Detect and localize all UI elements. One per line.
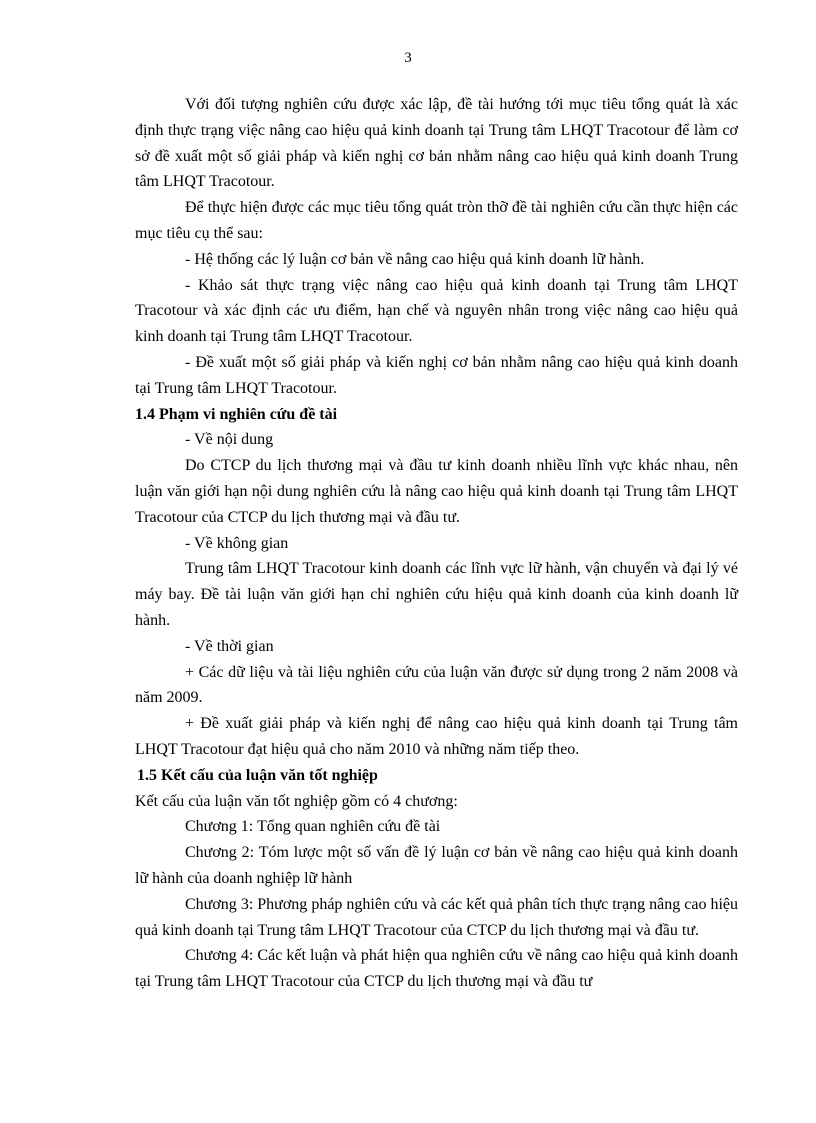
subheading-space: - Về không gian bbox=[185, 534, 289, 552]
chapter-item: Chương 2: Tóm lược một số vấn đề lý luận cơ bản về nâng cao hiệu quả kinh doanh lữ hành của doanh nghiệp lữ hành bbox=[135, 844, 738, 887]
chapter-item: Chương 4: Các kết luận và phát hiện qua nghiên cứu về nâng cao hiệu quả kinh doanh tại Trung tâm LHQT Tracotour của CTCP du lịch thương mại và đầu tư bbox=[135, 947, 738, 991]
paragraph: Trung tâm LHQT Tracotour kinh doanh các lĩnh vực lữ hành, vận chuyển và đại lý vé máy bay. Đề tài luận văn giới hạn chỉ nghiên cứu hiệu quả kinh doanh của kinh doanh lữ hành. bbox=[135, 560, 738, 629]
paragraph: Với đối tượng nghiên cứu được xác lập, đề tài hướng tới mục tiêu tổng quát là xác định thực trạng việc nâng cao hiệu quả kinh doanh tại Trung tâm LHQT Tracotour để làm cơ sở đề xuất một số giải pháp và kiến nghị cơ bản nhằm nâng cao hiệu quả kinh doanh Trung tâm LHQT Tracotour. bbox=[135, 96, 738, 191]
paragraph: Do CTCP du lịch thương mại và đầu tư kinh doanh nhiều lĩnh vực khác nhau, nên luận văn giới hạn nội dung nghiên cứu là nâng cao hiệu quả kinh doanh tại Trung tâm LHQT Tracotour của CTCP du lịch thương mại và đầu tư. bbox=[135, 457, 738, 526]
document-body bbox=[135, 92, 738, 995]
subheading-time: - Về thời gian bbox=[185, 637, 274, 655]
bullet-item: - Đề xuất một số giải pháp và kiến nghị cơ bản nhằm nâng cao hiệu quả kinh doanh tại Trung tâm LHQT Tracotour. bbox=[135, 353, 738, 397]
bullet-item: - Khảo sát thực trạng việc nâng cao hiệu quả kinh doanh tại Trung tâm LHQT Tracotour và xác định các ưu điểm, hạn chế và nguyên nhân trong việc nâng cao hiệu quả kinh doanh tại Trung tâm LHQT Tracotour. bbox=[135, 276, 738, 346]
section-heading-1-5: 1.5 Kết cấu của luận văn tốt nghiệp bbox=[137, 766, 378, 784]
structure-intro: Kết cấu của luận văn tốt nghiệp gồm có 4 chương: bbox=[135, 792, 458, 810]
page-number: 3 bbox=[404, 50, 412, 66]
subheading-content: - Về nội dung bbox=[185, 431, 274, 449]
plus-item: + Các dữ liệu và tài liệu nghiên cứu của luận văn được sử dụng trong 2 năm 2008 và năm 2009. bbox=[135, 663, 738, 707]
paragraph: Để thực hiện được các mục tiêu tổng quát tròn thỡ đề tài nghiên cứu cần thực hiện các mục tiêu cụ thể sau: bbox=[135, 199, 738, 242]
bullet-item: - Hệ thống các lý luận cơ bản về nâng cao hiệu quả kinh doanh lữ hành. bbox=[185, 250, 645, 268]
chapter-item: Chương 1: Tổng quan nghiên cứu đề tài bbox=[185, 818, 441, 836]
plus-item: + Đề xuất giải pháp và kiến nghị để nâng cao hiệu quả kinh doanh tại Trung tâm LHQT Tracotour đạt hiệu quả cho năm 2010 và những năm tiếp theo. bbox=[135, 715, 738, 758]
section-heading-1-4: 1.4 Phạm vi nghiên cứu đề tài bbox=[135, 405, 338, 423]
chapter-item: Chương 3: Phương pháp nghiên cứu và các kết quả phân tích thực trạng nâng cao hiệu quả kinh doanh tại Trung tâm LHQT Tracotour của CTCP du lịch thương mại và đầu tư. bbox=[135, 895, 738, 939]
